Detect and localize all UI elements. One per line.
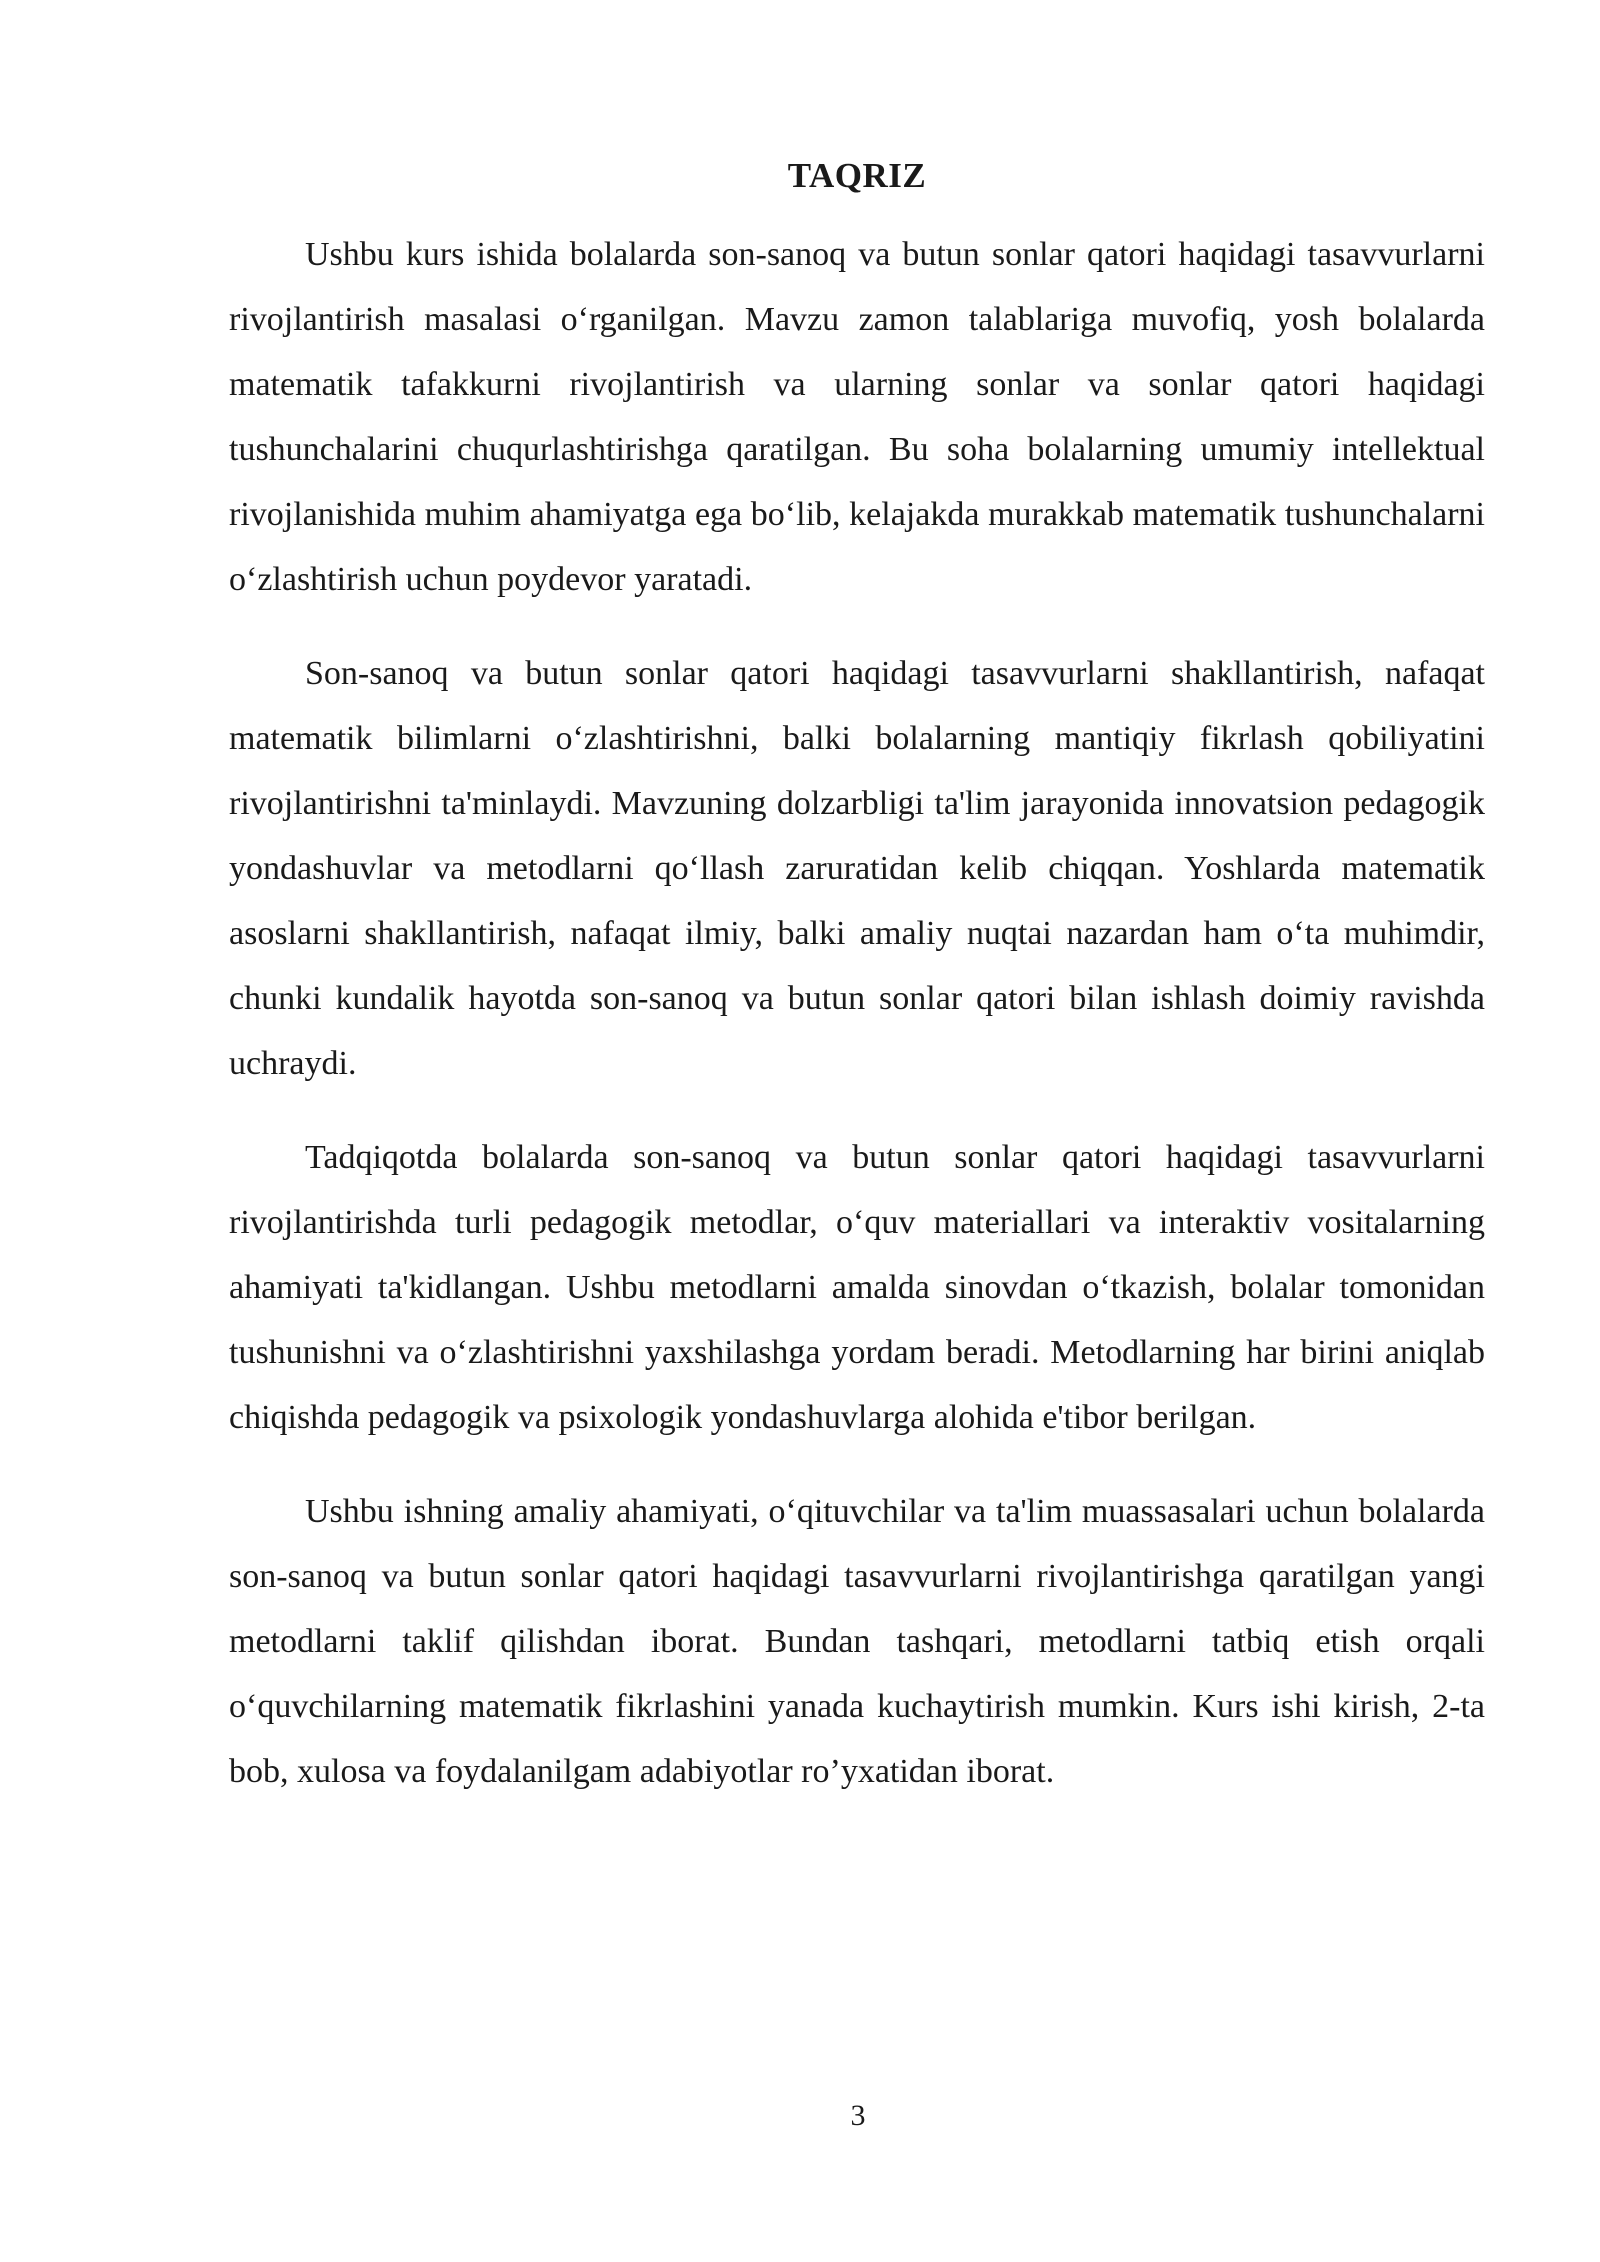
- page-content: [229, 150, 1485, 1833]
- page-number: 3: [850, 2099, 866, 2132]
- paragraph-4: Ushbu ishning amaliy ahamiyati, o‘qituvchilar va ta'lim muassasalari uchun bolalarda son-sanoq va butun sonlar qatori haqidagi tasavvurlarni rivojlantirishga qaratilgan yangi metodlarni taklif qilishdan iborat. Bundan tashqari, metodlarni tatbiq etish orqali o‘quvchilarning matematik fikrlashini yanada kuchaytirish mumkin. Kurs ishi kirish, 2-ta bob, xulosa va foydalanilgam adabiyotlar ro’yxatidan iborat.: [229, 1493, 1485, 1790]
- paragraph-1: Ushbu kurs ishida bolalarda son-sanoq va butun sonlar qatori haqidagi tasavvurlarni rivojlantirish masalasi o‘rganilgan. Mavzu zamon talablariga muvofiq, yosh bolalarda matematik tafakkurni rivojlantirish va ularning sonlar va sonlar qatori haqidagi tushunchalarini chuqurlashtirishga qaratilgan. Bu soha bolalarning umumiy intellektual rivojlanishida muhim ahamiyatga ega bo‘lib, kelajakda murakkab matematik tushunchalarni o‘zlashtirish uchun poydevor yaratadi.: [229, 236, 1485, 598]
- paragraph-3: Tadqiqotda bolalarda son-sanoq va butun sonlar qatori haqidagi tasavvurlarni rivojlantirishda turli pedagogik metodlar, o‘quv materiallari va interaktiv vositalarning ahamiyati ta'kidlangan. Ushbu metodlarni amalda sinovdan o‘tkazish, bolalar tomonidan tushunishni va o‘zlashtirishni yaxshilashga yordam beradi. Metodlarning har birini aniqlab chiqishda pedagogik va psixologik yondashuvlarga alohida e'tibor berilgan.: [229, 1139, 1485, 1436]
- paragraph-2: Son-sanoq va butun sonlar qatori haqidagi tasavvurlarni shakllantirish, nafaqat matematik bilimlarni o‘zlashtirishni, balki bolalarning mantiqiy fikrlash qobiliyatini rivojlantirishni ta'minlaydi. Mavzuning dolzarbligi ta'lim jarayonida innovatsion pedagogik yondashuvlar va metodlarni qo‘llash zaruratidan kelib chiqqan. Yoshlarda matematik asoslarni shakllantirish, nafaqat ilmiy, balki amaliy nuqtai nazardan ham o‘ta muhimdir, chunki kundalik hayotda son-sanoq va butun sonlar qatori bilan ishlash doimiy ravishda uchraydi.: [229, 655, 1485, 1082]
- page-title: TAQRIZ: [787, 156, 927, 195]
